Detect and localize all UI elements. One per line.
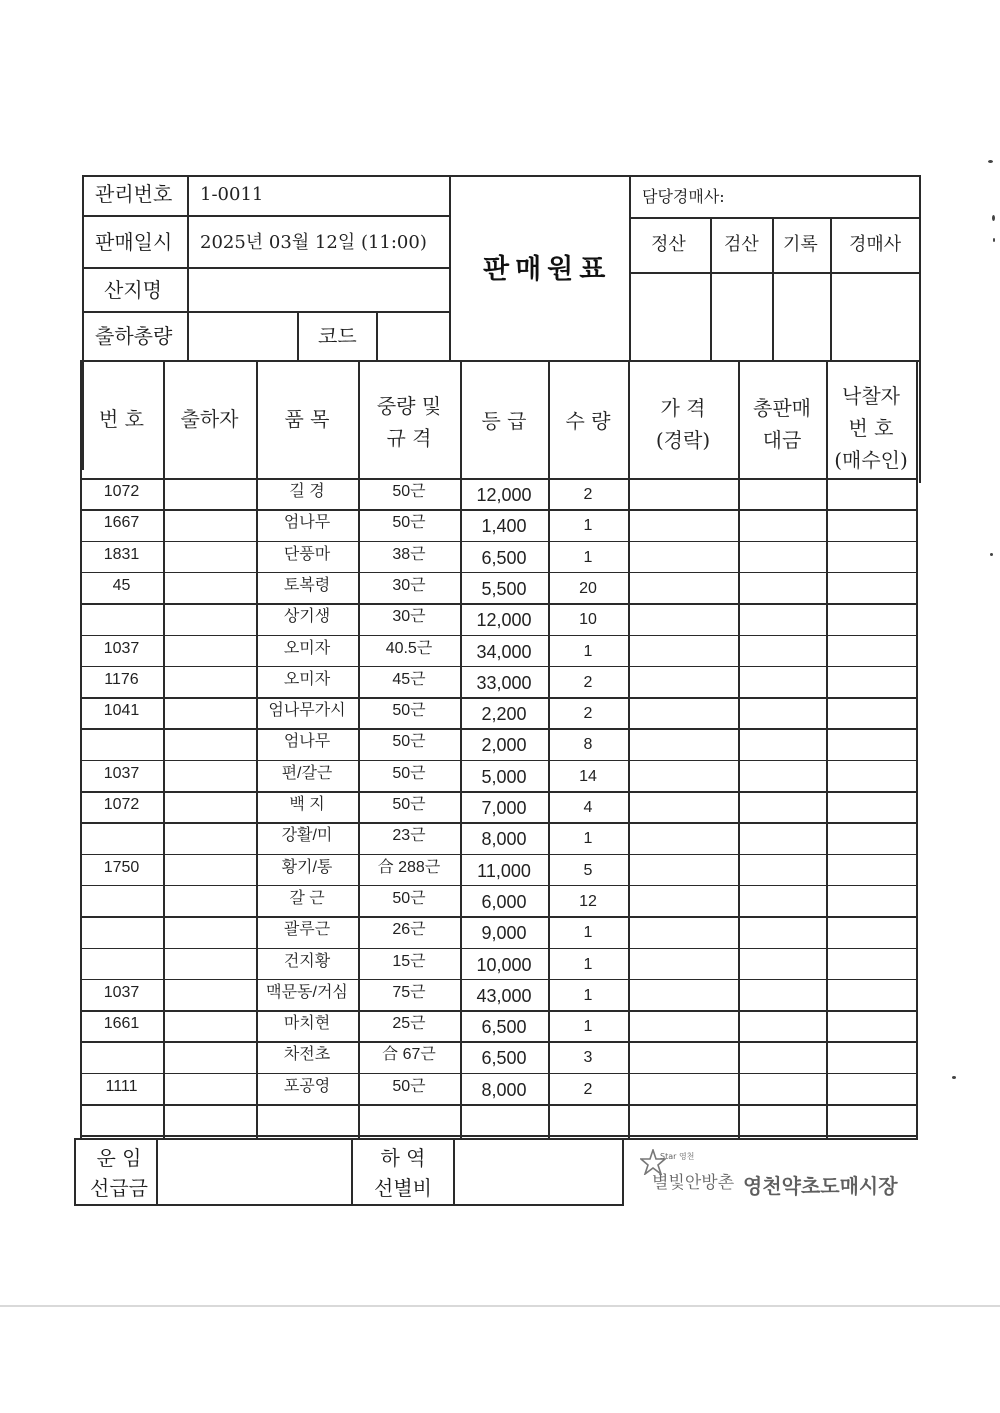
row-line — [80, 1135, 918, 1137]
scan-speck — [993, 238, 995, 242]
cell-item: 백 지 — [289, 796, 325, 813]
cell-grade: 6,000 — [481, 891, 527, 912]
cell-item: 오미자 — [283, 639, 331, 657]
cell-grade: 9,000 — [481, 923, 527, 944]
cell-spec: 50근 — [392, 1077, 426, 1095]
brand-village: 별빛안방촌 — [652, 1173, 735, 1193]
brand-market: 영천약초도매시장 — [743, 1174, 898, 1198]
cell-spec: 23근 — [392, 827, 426, 845]
row-line — [80, 603, 918, 605]
cell-item: 토복령 — [283, 576, 331, 594]
header-bidder: 낙찰자 번 호 (매수인) — [834, 384, 908, 472]
row-line — [80, 885, 918, 887]
cell-spec: 50근 — [392, 702, 426, 720]
row-line — [80, 1073, 918, 1075]
sign-auctioneer: 경매사 — [849, 234, 902, 255]
cell-spec: 50근 — [392, 514, 426, 532]
sale-date-value: 2025년 03월 12일 (11:00) — [200, 232, 427, 253]
cell-grade: 6,500 — [481, 547, 527, 568]
cell-item: 차전초 — [283, 1046, 331, 1064]
cell-no: 1037 — [103, 639, 140, 657]
cell-item: 단풍마 — [283, 545, 331, 563]
cell-spec: 30근 — [392, 576, 426, 594]
cell-spec: 50근 — [392, 733, 426, 751]
cell-grade: 8,000 — [481, 1079, 527, 1100]
cell-grade: 5,000 — [481, 766, 527, 787]
row-line — [80, 1041, 918, 1043]
row-line — [80, 728, 918, 730]
cell-no: 1037 — [103, 764, 140, 782]
cell-qty: 12 — [579, 892, 597, 910]
cell-qty: 2 — [583, 673, 593, 691]
row-line — [80, 635, 918, 637]
cell-qty: 20 — [579, 579, 597, 597]
cell-spec: 25근 — [392, 1015, 426, 1033]
scan-edge — [0, 1305, 1000, 1307]
cell-qty: 3 — [583, 1049, 593, 1067]
cell-grade: 5,500 — [481, 578, 527, 599]
row-line — [80, 697, 918, 699]
cell-no: 1831 — [103, 545, 140, 563]
cell-spec: 26근 — [392, 921, 426, 939]
header-no: 번 호 — [99, 407, 144, 431]
scan-speck — [990, 553, 993, 556]
cell-grade: 1,400 — [481, 516, 527, 537]
cell-qty: 10 — [579, 611, 597, 629]
row-line — [80, 948, 918, 950]
cell-no: 1667 — [103, 514, 140, 532]
cell-item: 길 경 — [289, 483, 325, 500]
cell-grade: 7,000 — [481, 798, 527, 818]
cell-qty: 2 — [583, 705, 593, 723]
cell-grade: 43,000 — [476, 985, 532, 1006]
cell-grade: 8,000 — [481, 829, 527, 850]
origin-label: 산지명 — [104, 278, 162, 302]
cell-item: 황기/통 — [281, 858, 333, 876]
row-line — [80, 1104, 918, 1106]
cell-spec: 50근 — [392, 483, 426, 500]
cell-item: 엄나무 — [283, 514, 331, 532]
row-line — [80, 509, 918, 511]
cell-no: 1661 — [103, 1015, 140, 1033]
cell-item: 건지황 — [283, 952, 331, 970]
cell-qty: 2 — [583, 486, 593, 503]
cell-qty: 5 — [583, 861, 593, 879]
cell-spec: 50근 — [392, 764, 426, 782]
cell-spec: 50근 — [392, 889, 426, 907]
cell-item: 마치현 — [283, 1015, 331, 1033]
row-line — [80, 979, 918, 981]
cell-qty: 1 — [583, 986, 593, 1004]
row-line — [80, 791, 918, 793]
scan-speck — [952, 1076, 956, 1079]
sign-settle: 정산 — [651, 234, 686, 255]
scan-speck — [992, 215, 995, 221]
cell-spec: 40.5근 — [385, 639, 433, 657]
cell-spec: 50근 — [392, 796, 426, 813]
cell-grade: 2,200 — [481, 704, 527, 725]
cell-no: 1041 — [103, 702, 140, 720]
cell-spec: 15근 — [392, 952, 426, 970]
cell-no: 1111 — [105, 1077, 138, 1095]
cell-item: 강활/미 — [281, 827, 333, 845]
cell-qty: 8 — [583, 736, 593, 754]
cell-grade: 10,000 — [476, 954, 532, 975]
cell-no: 1176 — [104, 670, 139, 688]
mgmt-no-value: 1-0011 — [200, 184, 264, 205]
cell-spec: 38근 — [392, 545, 426, 563]
sale-date-label: 판매일시 — [95, 230, 173, 254]
cell-item: 맥문동/거심 — [266, 983, 348, 1001]
cell-item: 포공영 — [283, 1077, 331, 1095]
cell-qty: 1 — [583, 548, 593, 566]
total-shipment-label: 출하총량 — [95, 324, 173, 348]
cell-grade: 6,500 — [481, 1017, 527, 1038]
header-qty: 수 량 — [565, 409, 611, 433]
cell-no: 1072 — [103, 483, 140, 500]
cell-spec: 合 67근 — [382, 1046, 436, 1064]
cell-qty: 1 — [583, 830, 593, 848]
cell-no: 1037 — [103, 983, 140, 1001]
cell-item: 오미자 — [283, 670, 331, 688]
cell-item: 엄나무 — [283, 733, 331, 751]
row-line — [80, 822, 918, 824]
cell-grade: 11,000 — [477, 860, 531, 881]
cell-item: 괄루근 — [283, 921, 331, 939]
cell-grade: 2,000 — [481, 735, 527, 756]
header-grade: 등 급 — [481, 409, 527, 433]
cell-qty: 2 — [583, 1080, 593, 1098]
freight-label: 운 임 선급금 — [90, 1146, 148, 1200]
header-price: 가 격 (경락) — [655, 396, 711, 452]
cell-qty: 1 — [583, 517, 593, 535]
scan-speck — [988, 160, 993, 163]
form-title: 판매원표 — [483, 254, 612, 285]
cell-no: 45 — [112, 576, 131, 594]
row-line — [80, 760, 918, 762]
cell-no: 1750 — [103, 858, 140, 876]
header-spec: 중량 및 규 격 — [376, 394, 442, 450]
header-shipper: 출하자 — [180, 407, 239, 431]
mgmt-no-label: 관리번호 — [95, 182, 173, 206]
cell-qty: 1 — [583, 642, 593, 660]
cell-qty: 4 — [583, 799, 593, 816]
header-total: 총판매 대금 — [753, 396, 811, 452]
row-line — [80, 666, 918, 668]
row-line — [80, 572, 918, 574]
cell-spec: 75근 — [392, 983, 426, 1001]
cell-spec: 30근 — [392, 608, 426, 626]
row-line — [80, 916, 918, 918]
cell-grade: 33,000 — [476, 672, 532, 693]
row-line — [80, 1010, 918, 1012]
cell-grade: 12,000 — [476, 485, 532, 505]
sign-record: 기록 — [783, 234, 818, 255]
brand-small: Star 영천 — [660, 1152, 695, 1161]
auctioneer-label: 담당경매사: — [642, 187, 725, 206]
cell-qty: 1 — [583, 1018, 593, 1036]
cell-grade: 12,000 — [476, 610, 532, 631]
cell-no: 1072 — [103, 796, 140, 813]
cell-grade: 6,500 — [481, 1048, 527, 1069]
cell-qty: 1 — [583, 955, 593, 973]
row-line — [80, 541, 918, 543]
cell-qty: 14 — [579, 767, 597, 785]
cell-item: 갈 근 — [289, 889, 325, 907]
cell-spec: 45근 — [392, 670, 426, 688]
cell-item: 엄나무가시 — [268, 702, 346, 720]
unloading-label: 하 역 선별비 — [374, 1146, 432, 1200]
row-line — [80, 854, 918, 856]
header-item: 품 목 — [284, 407, 330, 431]
cell-qty: 1 — [583, 924, 593, 942]
cell-grade: 34,000 — [476, 641, 532, 662]
code-label: 코드 — [318, 324, 357, 348]
cell-item: 상기생 — [283, 608, 331, 626]
cell-item: 편/갈근 — [281, 764, 333, 782]
cell-spec: 合 288근 — [377, 858, 441, 876]
sign-verify: 검산 — [724, 234, 759, 255]
